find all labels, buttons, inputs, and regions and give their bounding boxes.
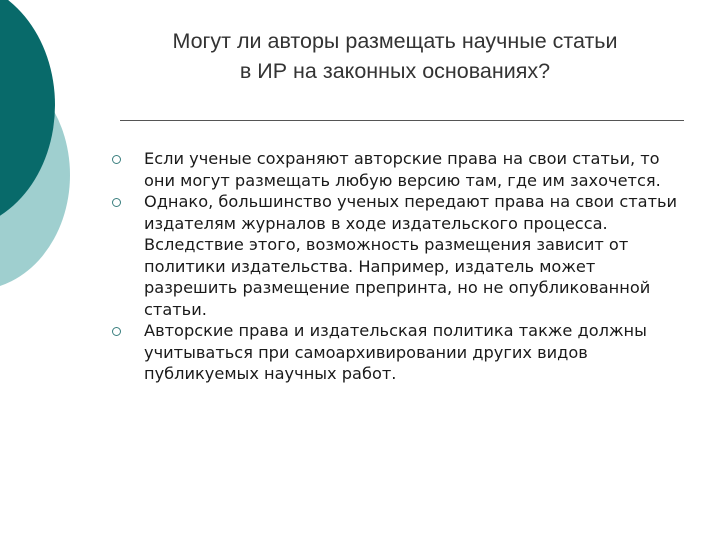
- hollow-circle-icon: [112, 198, 121, 207]
- hollow-circle-icon: [112, 327, 121, 336]
- title-divider: [120, 120, 684, 121]
- hollow-circle-icon: [112, 155, 121, 164]
- bullet-item: [112, 320, 684, 385]
- bullet-item: [112, 191, 684, 320]
- bullet-item: [112, 148, 684, 191]
- title-line-2: в ИР на законных основаниях?: [239, 59, 551, 83]
- title-line-1: Могут ли авторы размещать научные статьи: [172, 29, 618, 53]
- bullet-text: Однако, большинство ученых передают права на свои статьи издателям журналов в ходе издательского процесса. Вследствие этого, возможность размещения зависит от политики издательства. Например, издатель может разрешить размещение препринта, но не опубликованной статьи.: [144, 192, 678, 319]
- bullet-text: Авторские права и издательская политика также должны учитываться при самоархивировании других видов публикуемых научных работ.: [144, 321, 647, 383]
- slide-title: [120, 26, 670, 86]
- bullet-list: [112, 148, 684, 385]
- bullet-text: Если ученые сохраняют авторские права на свои статьи, то они могут размещать любую версию там, где им захочется.: [144, 149, 661, 190]
